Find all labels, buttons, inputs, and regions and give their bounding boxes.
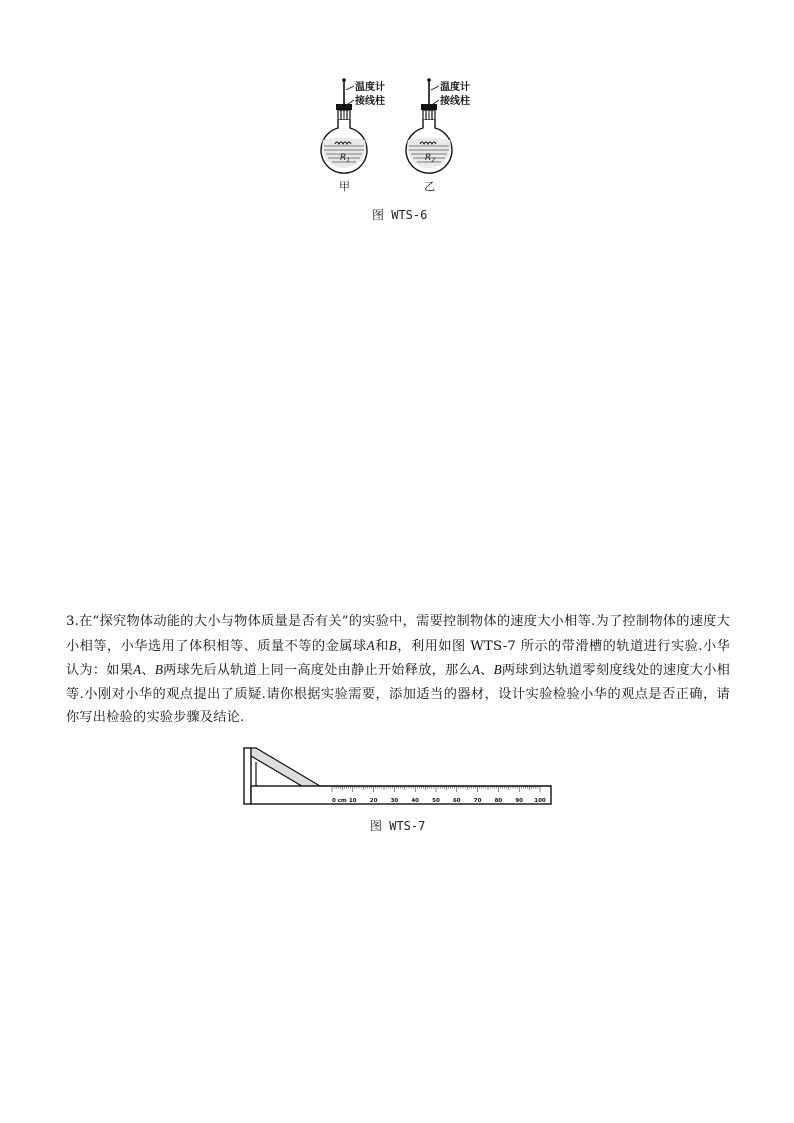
ruler-label: 20 [369,798,378,804]
figure-wts7-diagram [242,746,552,806]
ruler-label: 90 [515,798,524,804]
ruler-label: 40 [411,798,420,804]
ruler-label: 30 [390,798,399,804]
question-3-text: 3.在“探究物体动能的大小与物体质量是否有关”的实验中，需要控制物体的速度大小相等.为了控制物体的速度大小相等，小华选用了体积相等、质量不等的金属球A和B，利用如图 WTS-7 所示的带滑槽的轨道进行实验.小华认为：如果A、B两球先后从轨道上同一高度处由静止开始释放，那么A、B两球到达轨道零刻度线处的速度大小相等.小刚对小华的观点提出了质疑.请你根据实验需要，添加适当的器材，设计实验检验小华的观点是否正确，请你写出检验的实验步骤及结论. [66,614,731,726]
resistor-right-label: $R_2$ [425,153,436,164]
ruler-label: 50 [432,798,440,804]
ruler-label: 80 [494,798,503,804]
ruler-label: 0 cm [332,798,347,804]
question-number: 3. [66,614,79,629]
label-terminal-right: 接线柱 [440,96,470,107]
ruler-label: 60 [452,798,461,804]
figure-wts7-caption: 图 WTS-7 [370,819,426,833]
ruler-label: 10 [348,798,357,804]
flask-left-label: 甲 [339,180,350,193]
figure-wts6-diagram [310,76,480,196]
resistor-left-label: $R_1$ [340,153,351,164]
ruler-label: 100 [534,798,546,804]
figure-wts6-caption: 图 WTS-6 [372,208,428,222]
flask-right-label: 乙 [424,180,435,193]
label-thermometer-left: 温度计 [355,82,385,93]
question-3 [66,610,730,730]
label-thermometer-right: 温度计 [440,82,470,93]
track-base [251,786,551,804]
ruler-label: 70 [473,798,482,804]
ramp-post [244,748,251,804]
label-terminal-left: 接线柱 [355,96,385,107]
